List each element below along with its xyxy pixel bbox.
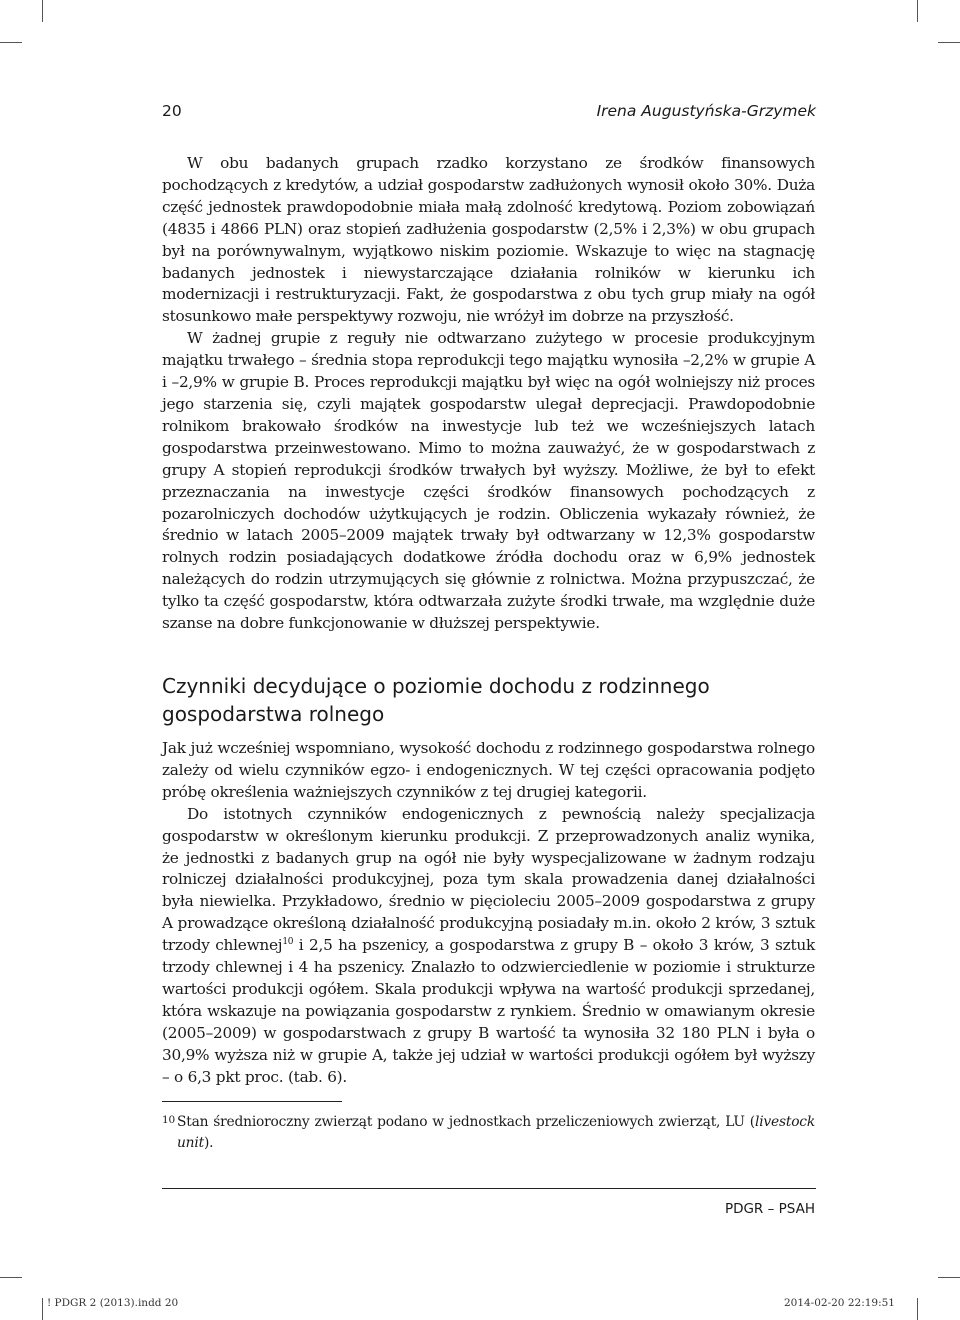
- crop-mark: [0, 42, 22, 43]
- footnote-text: [162, 1112, 815, 1154]
- slug-timestamp: 2014-02-20 22:19:51: [783, 1297, 895, 1309]
- crop-mark: [917, 0, 918, 22]
- slug-filename: ! PDGR 2 (2013).indd 20: [47, 1297, 179, 1309]
- journal-name: PDGR – PSAH: [724, 1201, 815, 1217]
- footnote-text-italic: livestock unit: [177, 1114, 815, 1151]
- crop-mark: [938, 42, 960, 43]
- crop-mark: [0, 1277, 22, 1278]
- paragraph-text: Do istotnych czynników endogenicznych z pewnością należy specjalizacja gospodarstw w określonym kierunku produkcji. Z przeprowadzonych analiz wynika, że jednostki z badanych grup na ogół nie były wyspecjalizowane w żadnym rodzaju rolniczej działalności produkcyjnej, poza tym skala prowadzenia danej działalności była niewielka. Przykładowo, średnio w pięcioleciu 2005–2009 gospodarstwa z grupy A prowadzące określoną działalność produkcyjną posiadały m.in. około 2 krów, 3 sztuk trzody chlewnej: [162, 804, 815, 955]
- paragraph-text: i 2,5 ha pszenicy, a gospodarstwa z grupy B – około 3 krów, 3 sztuk trzody chlewnej i 4 ha pszenicy. Znalazło to odzwierciedlenie w poziomie i strukturze wartości produkcji ogółem. Skala produkcji wpływa na wartość produkcji sprzedanej, która wskazuje na powiązania gospodarstw z rynkiem. Średnio w omawianym okresie (2005–2009) w gospodarstwach z grupy B wartość ta wynosiła 32 180 PLN i była o 30,9% wyższa niż w grupie A, także jej udział w wartości produkcji ogółem był wyższy – o 6,3 pkt proc. (tab. 6).: [162, 936, 815, 1086]
- running-header-author: Irena Augustyńska-Grzymek: [596, 102, 816, 120]
- footnote-text-part: Stan średnioroczny zwierząt podano w jednostkach przeliczeniowych zwierząt, LU (: [177, 1114, 755, 1130]
- crop-mark: [42, 1298, 43, 1320]
- body-text-top: [162, 153, 815, 635]
- footer-rule: [162, 1188, 816, 1189]
- body-text-bottom: [162, 738, 815, 1089]
- footnote-separator: [162, 1101, 342, 1102]
- footnote-number: 10: [162, 1114, 175, 1126]
- crop-mark: [42, 0, 43, 22]
- section-title: Czynniki decydujące o poziomie dochodu z rodzinnego gospodarstwa rolnego: [162, 674, 710, 726]
- crop-mark: [917, 1298, 918, 1320]
- crop-mark: [938, 1277, 960, 1278]
- running-header: [162, 102, 816, 128]
- footnote: [162, 1112, 815, 1154]
- paragraph: Jak już wcześniej wspomniano, wysokość dochodu z rodzinnego gospodarstwa rolnego zależy od wielu czynników egzo- i endogenicznych. W tej części opracowania podjęto próbę określenia ważniejszych czynników z tej drugiej kategorii.: [162, 739, 815, 801]
- page-number: 20: [162, 102, 182, 120]
- paragraph: W obu badanych grupach rzadko korzystano ze środków finansowych pochodzących z kredytów, a udział gospodarstw zadłużonych wynosił około 30%. Duża część jednostek prawdopodobnie miała małą zdolność kredytową. Poziom zobowiązań (4835 i 4866 PLN) oraz stopień zadłużenia gospodarstw (2,5% i 2,3%) w obu grupach był na porównywalnym, wyjątkowo niskim poziomie. Wskazuje to więc na stagnację badanych jednostek i niewystarczające działania rolników w kierunku ich modernizacji i restrukturyzacji. Fakt, że gospodarstwa z obu tych grup miały na ogół stosunkowo małe perspektywy rozwoju, nie wróżył im dobrze na przyszłość.: [162, 154, 815, 326]
- footnote-reference[interactable]: 10: [282, 937, 294, 948]
- paragraph: [162, 804, 815, 1089]
- footnote-text-part: ).: [203, 1135, 214, 1151]
- paragraph: W żadnej grupie z reguły nie odtwarzano zużytego w procesie produkcyjnym majątku trwałego – średnia stopa reprodukcji tego majątku wynosiła –2,2% w grupie A i –2,9% w grupie B. Proces reprodukcji majątku był więc na ogół wolniejszy niż proces jego starzenia się, czyli majątek gospodarstw ulegał deprecjacji. Prawdopodobnie rolnikom brakowało środków na inwestycje lub też we wcześniejszych latach gospodarstwa przeinwestowano. Mimo to można zauważyć, że w gospodarstwach z grupy A stopień reprodukcji środków trwałych był wyższy. Możliwe, że był to efekt przeznaczania na inwestycje części środków finansowych pochodzących z pozarolniczych dochodów użytkujących je rodzin. Obliczenia wykazały również, że średnio w latach 2005–2009 majątek trwały był odtwarzany w 12,3% gospodarstw rolnych rodzin posiadających dodatkowe źródła dochodu oraz w 6,9% jednostek należących do rodzin utrzymujących się głównie z rolnictwa. Można przypuszczać, że tylko ta część gospodarstw, która odtwarzała zużyte środki trwałe, ma względnie duże szanse na dobre funkcjonowanie w dłuższej perspektywie.: [162, 329, 815, 633]
